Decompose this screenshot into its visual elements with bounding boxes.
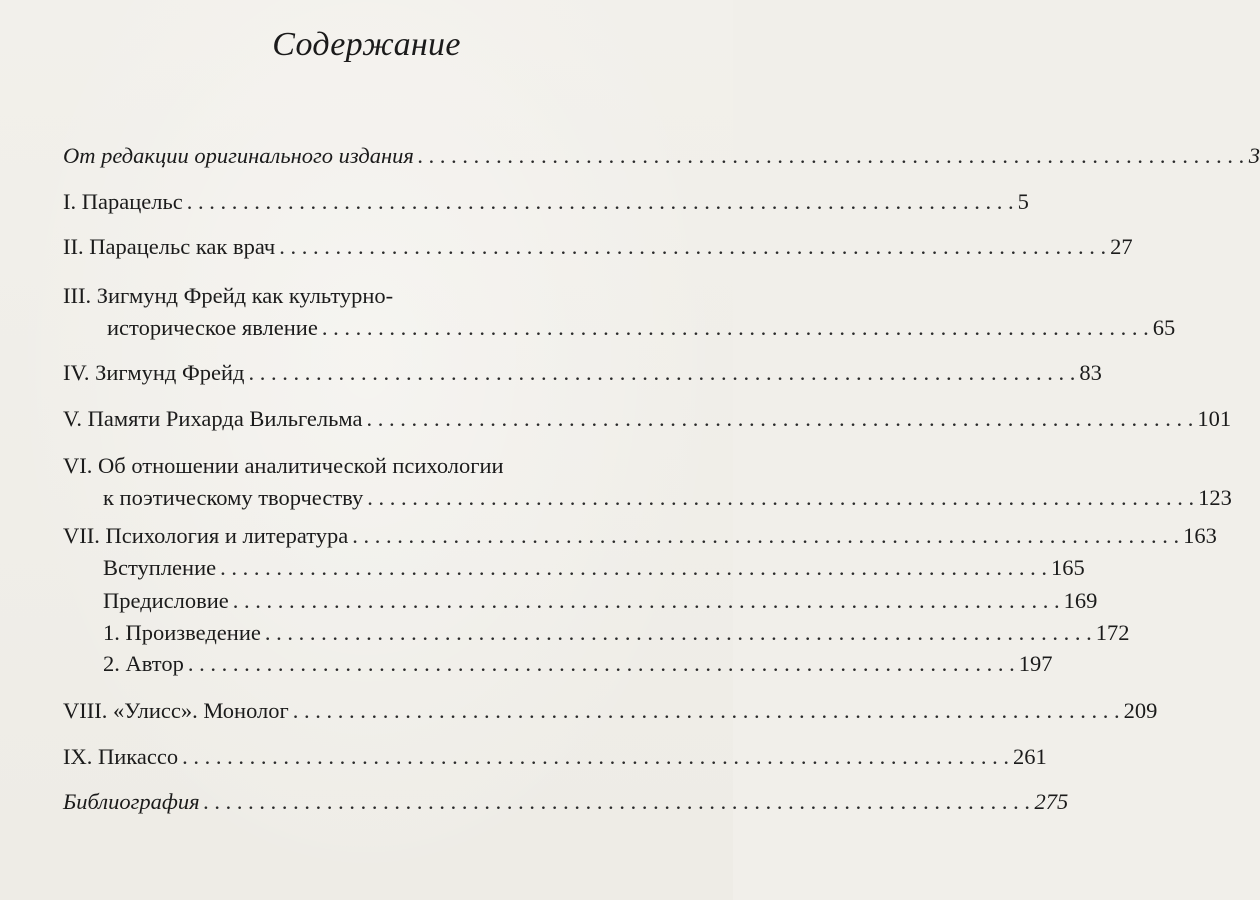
toc-entry-page: 101 <box>1197 406 1232 431</box>
toc-subentry-introduction <box>63 552 1085 584</box>
toc-entry-label: V. Памяти Рихарда Вильгельма <box>63 406 363 431</box>
toc-entry-page: 261 <box>1012 744 1047 769</box>
toc-entry-page: 83 <box>1079 360 1102 385</box>
toc-entry-label: I. Парацельс <box>63 189 183 214</box>
toc-entry-label: 1. Произведение <box>103 620 261 645</box>
toc-entry-page: 275 <box>1034 789 1069 814</box>
toc-entry-analytical-psychology <box>63 450 1232 514</box>
toc-entry-label: VIII. «Улисс». Монолог <box>63 698 289 723</box>
toc-entry-label: VII. Психология и литература <box>63 523 349 548</box>
toc-entry-page: 163 <box>1183 523 1217 548</box>
dot-leader <box>265 617 1092 649</box>
dot-leader <box>204 786 1031 818</box>
dot-leader <box>220 552 1047 584</box>
toc-entry-page: 169 <box>1063 588 1098 613</box>
toc-entry-editorial <box>63 140 1260 172</box>
toc-entry-page: 165 <box>1050 555 1085 580</box>
toc-entry-label: Вступление <box>103 555 217 580</box>
toc-entry-ulysses <box>63 695 1158 727</box>
toc-entry-paracelsus-physician <box>63 231 1133 263</box>
toc-entry-label: 2. Автор <box>103 651 184 676</box>
toc-entry-label-line2: к поэтическому творчеству <box>103 485 364 510</box>
toc-entry-label: От редакции оригинального издания <box>63 143 414 168</box>
toc-entry-freud-cultural <box>63 280 1176 344</box>
toc-entry-label-line2: историческое явление <box>107 315 318 340</box>
toc-entry-freud <box>63 357 1102 389</box>
toc-entry-picasso <box>63 741 1047 773</box>
toc-subentry-author <box>63 648 1053 680</box>
dot-leader <box>293 695 1120 727</box>
toc-entry-psychology-literature <box>63 520 1217 552</box>
toc-entry-label: Предисловие <box>103 588 229 613</box>
dot-leader <box>188 648 1015 680</box>
dot-leader <box>248 357 1075 389</box>
dot-leader <box>279 231 1106 263</box>
toc-entry-page: 172 <box>1095 620 1130 645</box>
toc-entry-wilhelm <box>63 403 1232 435</box>
toc-entry-bibliography <box>63 786 1069 818</box>
dot-leader <box>418 140 1245 172</box>
toc-entry-label: IV. Зигмунд Фрейд <box>63 360 245 385</box>
toc-subentry-preface <box>63 585 1098 617</box>
page-title: Содержание <box>272 26 461 63</box>
toc-subentry-work <box>63 617 1130 649</box>
toc-entry-page: 209 <box>1123 698 1158 723</box>
toc-entry-label-line1: III. Зигмунд Фрейд как культурно- <box>63 283 394 308</box>
toc-entry-label: II. Парацельс как врач <box>63 234 276 259</box>
dot-leader <box>366 403 1193 435</box>
dot-leader <box>367 482 1194 514</box>
toc-entry-label-line1: VI. Об отношении аналитической психологии <box>63 453 504 478</box>
dot-leader <box>182 741 1009 773</box>
dot-leader <box>233 585 1060 617</box>
toc-entry-label: Библиография <box>63 789 200 814</box>
toc-entry-paracelsus <box>63 186 1029 218</box>
toc-entry-page: 197 <box>1018 651 1053 676</box>
toc-entry-page: 5 <box>1017 189 1029 214</box>
dot-leader <box>352 520 1179 552</box>
dot-leader <box>322 312 1149 344</box>
toc-entry-page: 65 <box>1152 315 1176 340</box>
toc-entry-page: 27 <box>1110 234 1133 259</box>
toc-entry-page: 123 <box>1198 485 1232 510</box>
toc-entry-page: 3 <box>1248 143 1260 168</box>
dot-leader <box>187 186 1014 218</box>
toc-entry-label: IX. Пикассо <box>63 744 179 769</box>
